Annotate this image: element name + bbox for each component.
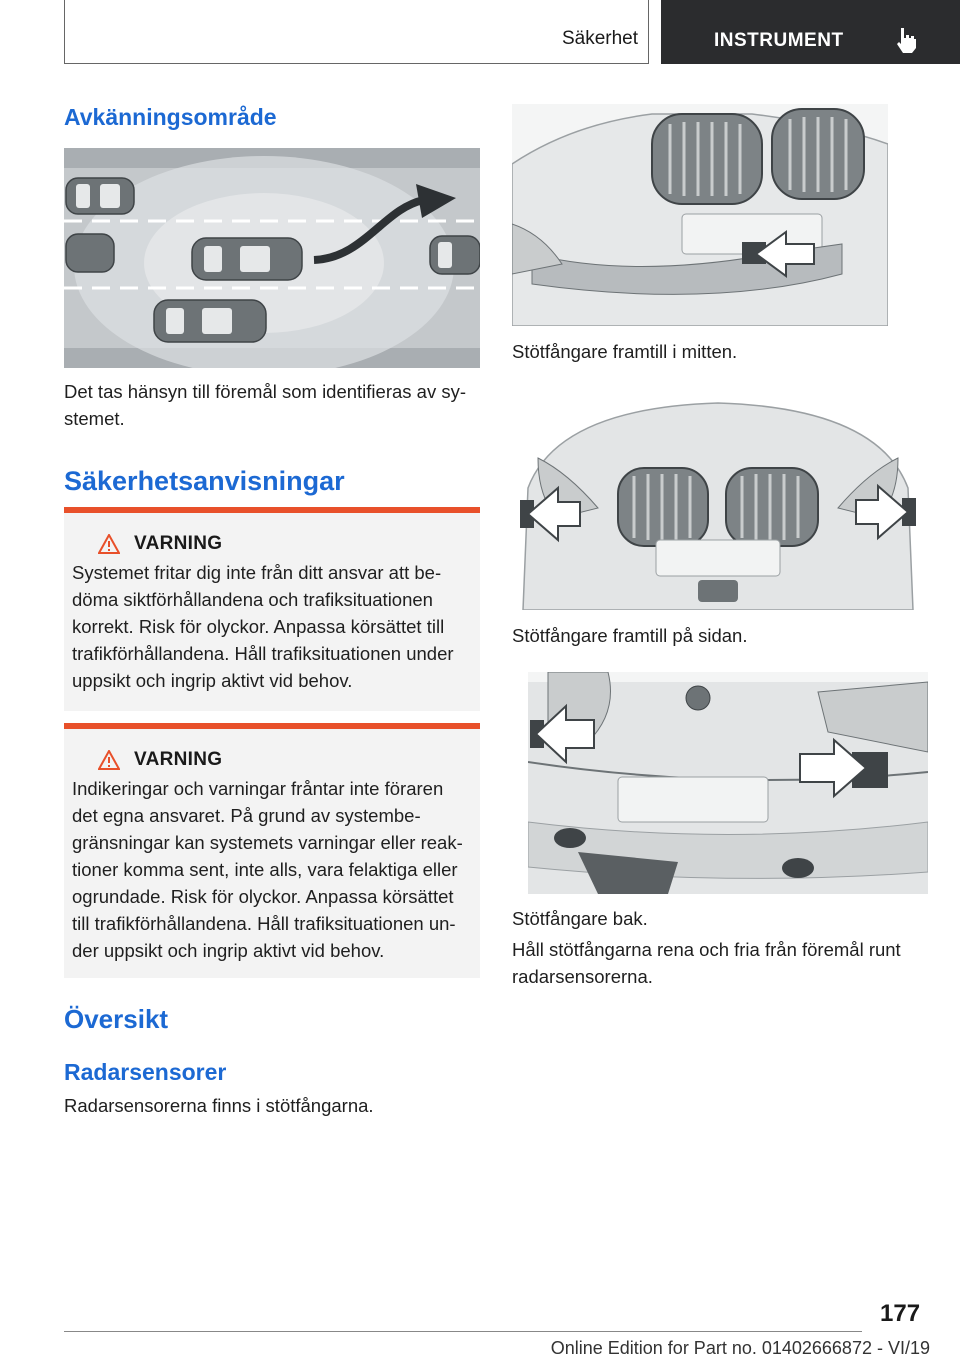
warning-triangle-icon [98, 750, 120, 770]
caption-front-side: Stötfångare framtill på sidan. [512, 625, 748, 646]
warning-box-1 [64, 507, 480, 711]
front-bumper-center-illustration [512, 104, 888, 326]
footer-divider [64, 1331, 862, 1332]
header-section-label[interactable]: Säkerhet [561, 28, 638, 49]
rear-bumper-illustration [528, 672, 928, 894]
header-tab-label[interactable]: INSTRUMENT [714, 30, 844, 51]
heading-safety-instructions: Säkerhetsanvisningar [64, 466, 345, 496]
radar-text: Radarsensorerna finns i stötfångarna. [64, 1095, 374, 1116]
sensing-area-text: Det tas hänsyn till föremål som identifieras av sy-stemet. [64, 381, 467, 429]
hand-pointer-icon [895, 26, 919, 54]
warning-text: Indikeringar och varningar fråntar inte föraren det egna ansvaret. På grund av systembe-gränsningar kan systemets varningar eller reak-tioner komma sent, inte alls, vara felaktiga eller ogrundade. Risk för olyckor. Anpassa körsättet till trafikförhållandena. Håll trafiksituationen un-der uppsikt och ingrip aktivt vid behov. [72, 778, 463, 961]
heading-sensing-area: Avkänningsområde [64, 104, 277, 130]
page-number: 177 [880, 1300, 921, 1327]
warning-triangle-icon [98, 534, 120, 554]
front-bumper-side-illustration [518, 388, 918, 610]
caption-front-center: Stötfångare framtill i mitten. [512, 341, 738, 362]
sensing-area-illustration [64, 148, 480, 368]
caption-rear-bumper: Stötfångare bak. [512, 908, 648, 929]
heading-radar-sensors: Radarsensorer [64, 1059, 227, 1085]
header-divider-left [64, 0, 65, 64]
warning-text: Systemet fritar dig inte från ditt ansvar att be-döma siktförhållandena och trafiksituationen korrekt. Risk för olyckor. Anpassa körsättet till trafikförhållandena. Håll trafiksituationen under uppsikt och ingrip aktivt vid behov. [72, 562, 454, 691]
header-divider-right [648, 0, 649, 64]
footer-edition: Online Edition for Part no. 01402666872 - VI/19 [550, 1338, 930, 1358]
clean-sensors-text: Håll stötfångarna rena och fria från föremål runt radarsensorerna. [512, 939, 901, 987]
heading-overview: Översikt [64, 1004, 169, 1034]
warning-title: VARNING [134, 533, 223, 554]
warning-box-2 [64, 723, 480, 978]
header-underline [64, 63, 649, 64]
warning-title: VARNING [134, 749, 223, 770]
